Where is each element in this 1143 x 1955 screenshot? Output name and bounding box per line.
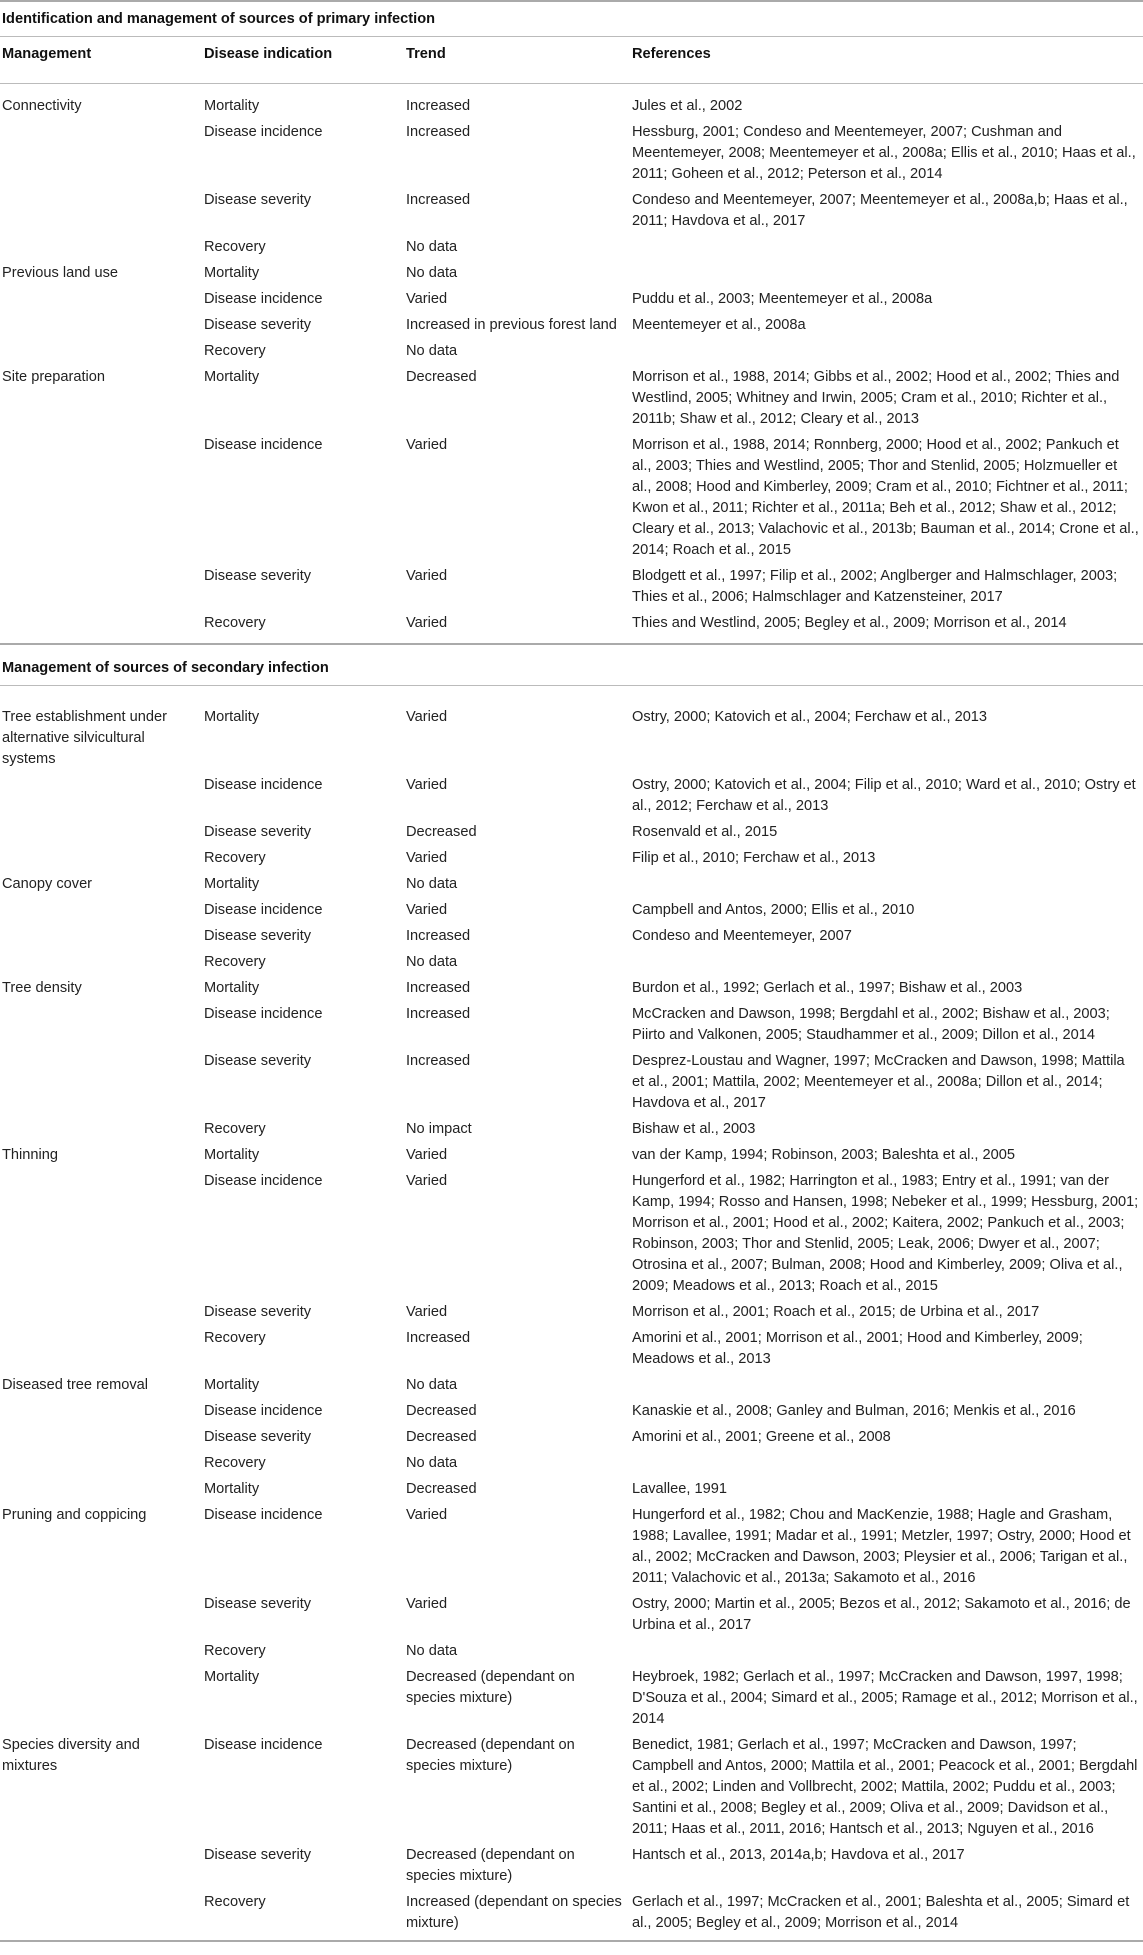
cell-references [628,870,1143,896]
cell-trend: Varied [406,902,448,918]
section-divider [0,686,1143,696]
cell-trend: No data [406,954,458,970]
cell-indication: Mortality [204,265,260,281]
table-row [0,974,1143,1000]
cell-indication: Disease incidence [204,902,323,918]
table-row [0,896,1143,922]
cell-references: Thies and Westlind, 2005; Begley et al., 2009; Morrison et al., 2014 [632,615,1067,631]
cell-management [0,1115,200,1141]
cell-trend: Increased (dependant on species mixture) [402,1888,628,1941]
cell-trend: Varied [406,615,448,631]
cell-references: Desprez-Loustau and Wagner, 1997; McCracken and Dawson, 1998; Mattila et al., 2001; Mattila, 2002; Meentemeyer et al., 2008a; Dillon et al., 2014; Havdova et al., 2017 [632,1053,1125,1111]
cell-indication: Mortality [204,98,260,114]
table-row [0,948,1143,974]
table-row [0,285,1143,311]
table-row [0,1590,1143,1637]
cell-management [0,948,200,974]
cell-indication: Disease severity [204,568,312,584]
cell-management [0,1590,200,1637]
cell-references: Ostry, 2000; Martin et al., 2005; Bezos et al., 2012; Sakamoto et al., 2016; de Urbina et al., 2017 [632,1596,1131,1633]
cell-references: Morrison et al., 1988, 2014; Ronnberg, 2000; Hood et al., 2002; Pankuch et al., 2003; Thies and Westlind, 2005; Thor and Stenlid, 2005; Holzmueller et al., 2008; Hood and Kimberley, 2009; Cram et al., 2010; Fichtner et al., 2011; Kwon et al., 2011; Richter et al., 2011a; Beh et al., 2012; Shaw et al., 2012; Cleary et al., 2013; Valachovic et al., 2013b; Bauman et al., 2014; Crone et al., 2014; Roach et al., 2015 [632,437,1139,558]
cell-indication: Disease severity [204,317,312,333]
cell-management [0,285,200,311]
cell-trend: Varied [406,568,448,584]
table-row [0,1371,1143,1397]
cell-indication: Mortality [204,709,260,725]
cell-management [0,922,200,948]
table-row [0,1298,1143,1324]
cell-management [0,311,200,337]
table-row [0,818,1143,844]
cell-trend: Varied [406,1304,448,1320]
table-row [0,562,1143,609]
table-row [0,1115,1143,1141]
cell-indication: Disease incidence [204,124,323,140]
cell-trend: Varied [406,1147,448,1163]
cell-management: Connectivity [2,98,82,114]
cell-management [0,1324,200,1371]
cell-trend: Decreased [406,1403,477,1419]
cell-indication: Mortality [204,1481,260,1497]
cell-references: Burdon et al., 1992; Gerlach et al., 1997; Bishaw et al., 2003 [632,980,1023,996]
cell-indication: Recovery [204,343,266,359]
cell-management [0,1423,200,1449]
cell-management [0,1663,200,1731]
cell-trend: No impact [406,1121,472,1137]
cell-indication: Disease incidence [204,291,323,307]
table-row [0,1731,1143,1841]
cell-references [628,1449,1143,1475]
table-row [0,1324,1143,1371]
cell-trend: No data [406,1377,458,1393]
table-row [0,609,1143,644]
section-title-primary: Identification and management of sources of primary infection [0,1,1143,37]
cell-references [628,259,1143,285]
cell-references [628,337,1143,363]
cell-management [0,844,200,870]
cell-indication: Disease incidence [204,1507,323,1523]
cell-references: Gerlach et al., 1997; McCracken et al., 2001; Baleshta et al., 2005; Simard et al., 2005; Begley et al., 2009; Morrison et al., 2014 [628,1888,1143,1941]
table-row [0,1501,1143,1590]
cell-management: Thinning [2,1147,58,1163]
section-title-secondary: Management of sources of secondary infection [0,644,1143,686]
cell-trend: Decreased (dependant on species mixture) [406,1847,575,1884]
cell-management: Diseased tree removal [2,1377,149,1393]
cell-management [0,1888,200,1941]
cell-management [0,1449,200,1475]
section-divider-line [0,686,1143,696]
table-row [0,1449,1143,1475]
cell-references: Ostry, 2000; Katovich et al., 2004; Filip et al., 2010; Ward et al., 2010; Ostry et al., 2012; Ferchaw et al., 2013 [632,777,1136,814]
table-row [0,922,1143,948]
cell-indication: Disease severity [204,1053,312,1069]
cell-references [628,948,1143,974]
table-row [0,1423,1143,1449]
table-row [0,870,1143,896]
table-row [0,771,1143,818]
cell-indication: Recovery [204,850,266,866]
cell-trend: Increased [406,98,471,114]
cell-trend: Increased [406,980,471,996]
cell-references: Bishaw et al., 2003 [632,1121,756,1137]
cell-references: Morrison et al., 2001; Roach et al., 2015; de Urbina et al., 2017 [632,1304,1040,1320]
cell-references [628,1637,1143,1663]
cell-management [0,1000,200,1047]
cell-trend: Varied [406,850,448,866]
cell-trend: Increased in previous forest land [406,317,617,333]
cell-indication: Recovery [204,1330,266,1346]
column-header-row [0,37,1143,84]
cell-indication: Recovery [200,1888,402,1941]
cell-management [0,1047,200,1115]
table-row [0,1141,1143,1167]
cell-indication: Disease incidence [204,1173,323,1189]
cell-trend: Decreased [406,824,477,840]
cell-indication: Recovery [204,615,266,631]
cell-indication: Recovery [204,1455,266,1471]
cell-indication: Recovery [204,1121,266,1137]
cell-indication: Recovery [204,239,266,255]
table-row [0,337,1143,363]
cell-indication: Mortality [204,1377,260,1393]
cell-management [0,1298,200,1324]
table-body [0,1,1143,1941]
table-row [0,1397,1143,1423]
cell-references: Heybroek, 1982; Gerlach et al., 1997; McCracken and Dawson, 1997, 1998; D'Souza et al., 2004; Simard et al., 2005; Ramage et al., 2012; Morrison et al., 2014 [632,1669,1138,1727]
cell-references [628,233,1143,259]
cell-references: Jules et al., 2002 [632,98,743,114]
table-row [0,695,1143,771]
table-row [0,1888,1143,1941]
cell-management [0,896,200,922]
cell-indication: Disease incidence [204,1403,323,1419]
cell-references: Rosenvald et al., 2015 [632,824,778,840]
cell-references: Amorini et al., 2001; Morrison et al., 2001; Hood and Kimberley, 2009; Meadows et al., 2013 [632,1330,1083,1367]
cell-trend: No data [406,343,458,359]
cell-trend: No data [406,1455,458,1471]
cell-management [0,562,200,609]
section-header [0,644,1143,686]
cell-indication: Disease severity [204,1847,312,1863]
cell-indication: Disease incidence [204,777,323,793]
cell-trend: Increased [406,1330,471,1346]
cell-trend: Decreased (dependant on species mixture) [406,1669,575,1706]
cell-references: Puddu et al., 2003; Meentemeyer et al., 2008a [632,291,933,307]
cell-references: Lavallee, 1991 [632,1481,727,1497]
cell-indication: Mortality [204,980,260,996]
cell-management: Species diversity and mixtures [2,1737,140,1774]
cell-trend: Increased [406,1006,471,1022]
cell-indication: Mortality [204,369,260,385]
cell-trend: Increased [406,1053,471,1069]
cell-indication: Disease incidence [204,1006,323,1022]
cell-trend: Varied [406,291,448,307]
cell-management [0,1841,200,1888]
cell-management [0,1637,200,1663]
section-header [0,1,1143,37]
cell-trend: Varied [406,1596,448,1612]
cell-trend: Varied [406,1507,448,1523]
cell-references: Benedict, 1981; Gerlach et al., 1997; McCracken and Dawson, 1997; Campbell and Antos, 2000; Mattila et al., 2001; Peacock et al., 2001; Bergdahl et al., 2002; Linden and Vollbrecht, 2002; Mattila, 2002; Puddu et al., 2003; Santini et al., 2008; Begley et al., 2009; Oliva et al., 2009; Davidson et al., 2011; Haas et al., 2011, 2016; Hantsch et al., 2013; Nguyen et al., 2016 [632,1737,1138,1837]
cell-trend: Increased [406,192,471,208]
cell-references: Amorini et al., 2001; Greene et al., 2008 [632,1429,891,1445]
cell-management [0,818,200,844]
cell-references: Hungerford et al., 1982; Harrington et al., 1983; Entry et al., 1991; van der Kamp, 1994; Rosso and Hansen, 1998; Nebeker et al., 1999; Hessburg, 2001; Morrison et al., 2001; Hood et al., 2002; Kaitera, 2002; Pankuch et al., 2003; Robinson, 2003; Thor and Stenlid, 2005; Leak, 2006; Dwyer et al., 2007; Otrosina et al., 2007; Bulman, 2008; Hood and Kimberley, 2009; Oliva et al., 2009; Meadows et al., 2013; Roach et al., 2015 [632,1173,1139,1294]
cell-references: Hungerford et al., 1982; Chou and MacKenzie, 1988; Hagle and Grasham, 1988; Lavallee, 1991; Madar et al., 1991; Metzler, 1997; Ostry, 2000; Hood et al., 2002; McCracken and Dawson, 2003; Pleysier et al., 2006; Tarigan et al., 2011; Valachovic et al., 2013a; Sakamoto et al., 2016 [632,1507,1131,1586]
cell-management [0,1475,200,1501]
cell-management [0,1397,200,1423]
cell-management [0,186,200,233]
table-row [0,118,1143,186]
table-row [0,186,1143,233]
cell-management [0,771,200,818]
table-row [0,1047,1143,1115]
cell-management: Site preparation [2,369,106,385]
cell-references: Filip et al., 2010; Ferchaw et al., 2013 [632,850,876,866]
column-header-references: References [628,37,1143,84]
cell-trend: No data [406,265,458,281]
cell-references: Condeso and Meentemeyer, 2007; Meentemeyer et al., 2008a,b; Haas et al., 2011; Havdova et al., 2017 [632,192,1128,229]
cell-indication: Disease severity [204,1596,312,1612]
table-row [0,1637,1143,1663]
cell-indication: Mortality [204,1669,260,1685]
cell-indication: Disease incidence [204,1737,323,1753]
cell-management [0,431,200,562]
table-row [0,259,1143,285]
cell-management [0,233,200,259]
cell-management [0,118,200,186]
column-header-indication: Disease indication [200,37,402,84]
cell-indication: Disease severity [204,192,312,208]
table-row [0,1841,1143,1888]
cell-references: Condeso and Meentemeyer, 2007 [632,928,852,944]
cell-references: van der Kamp, 1994; Robinson, 2003; Baleshta et al., 2005 [632,1147,1015,1163]
cell-trend: Decreased (dependant on species mixture) [406,1737,575,1774]
cell-trend: Varied [406,709,448,725]
cell-indication: Recovery [204,1643,266,1659]
table-row [0,1167,1143,1298]
cell-references: Hantsch et al., 2013, 2014a,b; Havdova et al., 2017 [632,1847,965,1863]
cell-management: Canopy cover [2,876,93,892]
cell-trend: Increased [406,124,471,140]
cell-management: Tree density [2,980,82,996]
table-row [0,233,1143,259]
cell-references: Ostry, 2000; Katovich et al., 2004; Ferchaw et al., 2013 [632,709,988,725]
cell-trend: No data [406,1643,458,1659]
cell-indication: Disease severity [204,928,312,944]
cell-management: Previous land use [2,265,119,281]
cell-management [0,1167,200,1298]
cell-references: Campbell and Antos, 2000; Ellis et al., 2010 [632,902,915,918]
table-row [0,363,1143,431]
cell-references: Meentemeyer et al., 2008a [632,317,806,333]
table-row [0,1000,1143,1047]
cell-management [0,609,200,644]
cell-references: McCracken and Dawson, 1998; Bergdahl et al., 2002; Bishaw et al., 2003; Piirto and Valkonen, 2005; Staudhammer et al., 2009; Dillon et al., 2014 [632,1006,1110,1043]
table-row [0,311,1143,337]
table-row [0,844,1143,870]
cell-references: Blodgett et al., 1997; Filip et al., 2002; Anglberger and Halmschlager, 2003; Thies et al., 2006; Halmschlager and Katzensteiner, 2017 [632,568,1118,605]
cell-indication: Disease incidence [204,437,323,453]
table-row [0,431,1143,562]
column-header-trend: Trend [402,37,628,84]
cell-trend: Varied [406,777,448,793]
table-row [0,84,1143,119]
cell-trend: Varied [406,1173,448,1189]
cell-trend: No data [406,876,458,892]
cell-management [0,337,200,363]
cell-references: Morrison et al., 1988, 2014; Gibbs et al., 2002; Hood et al., 2002; Thies and Westlind, 2005; Whitney and Irwin, 2005; Cram et al., 2010; Richter et al., 2011b; Shaw et al., 2012; Cleary et al., 2013 [632,369,1120,427]
cell-references [628,1371,1143,1397]
cell-indication: Disease severity [204,824,312,840]
cell-trend: No data [406,239,458,255]
table-row [0,1663,1143,1731]
column-header-management: Management [0,37,200,84]
cell-management: Pruning and coppicing [2,1507,147,1523]
cell-trend: Decreased [406,1429,477,1445]
cell-trend: Increased [406,928,471,944]
cell-indication: Disease severity [204,1429,312,1445]
cell-indication: Recovery [204,954,266,970]
table-row [0,1475,1143,1501]
cell-trend: Varied [406,437,448,453]
cell-trend: Decreased [406,369,477,385]
cell-trend: Decreased [406,1481,477,1497]
cell-references: Hessburg, 2001; Condeso and Meentemeyer, 2007; Cushman and Meentemeyer, 2008; Meentemeyer et al., 2008a; Ellis et al., 2010; Haas et al., 2011; Goheen et al., 2012; Peterson et al., 2014 [632,124,1136,182]
cell-management: Tree establishment under alternative silvicultural systems [2,709,167,767]
cell-indication: Disease severity [204,1304,312,1320]
cell-indication: Mortality [204,1147,260,1163]
cell-references: Kanaskie et al., 2008; Ganley and Bulman, 2016; Menkis et al., 2016 [632,1403,1076,1419]
cell-indication: Mortality [204,876,260,892]
